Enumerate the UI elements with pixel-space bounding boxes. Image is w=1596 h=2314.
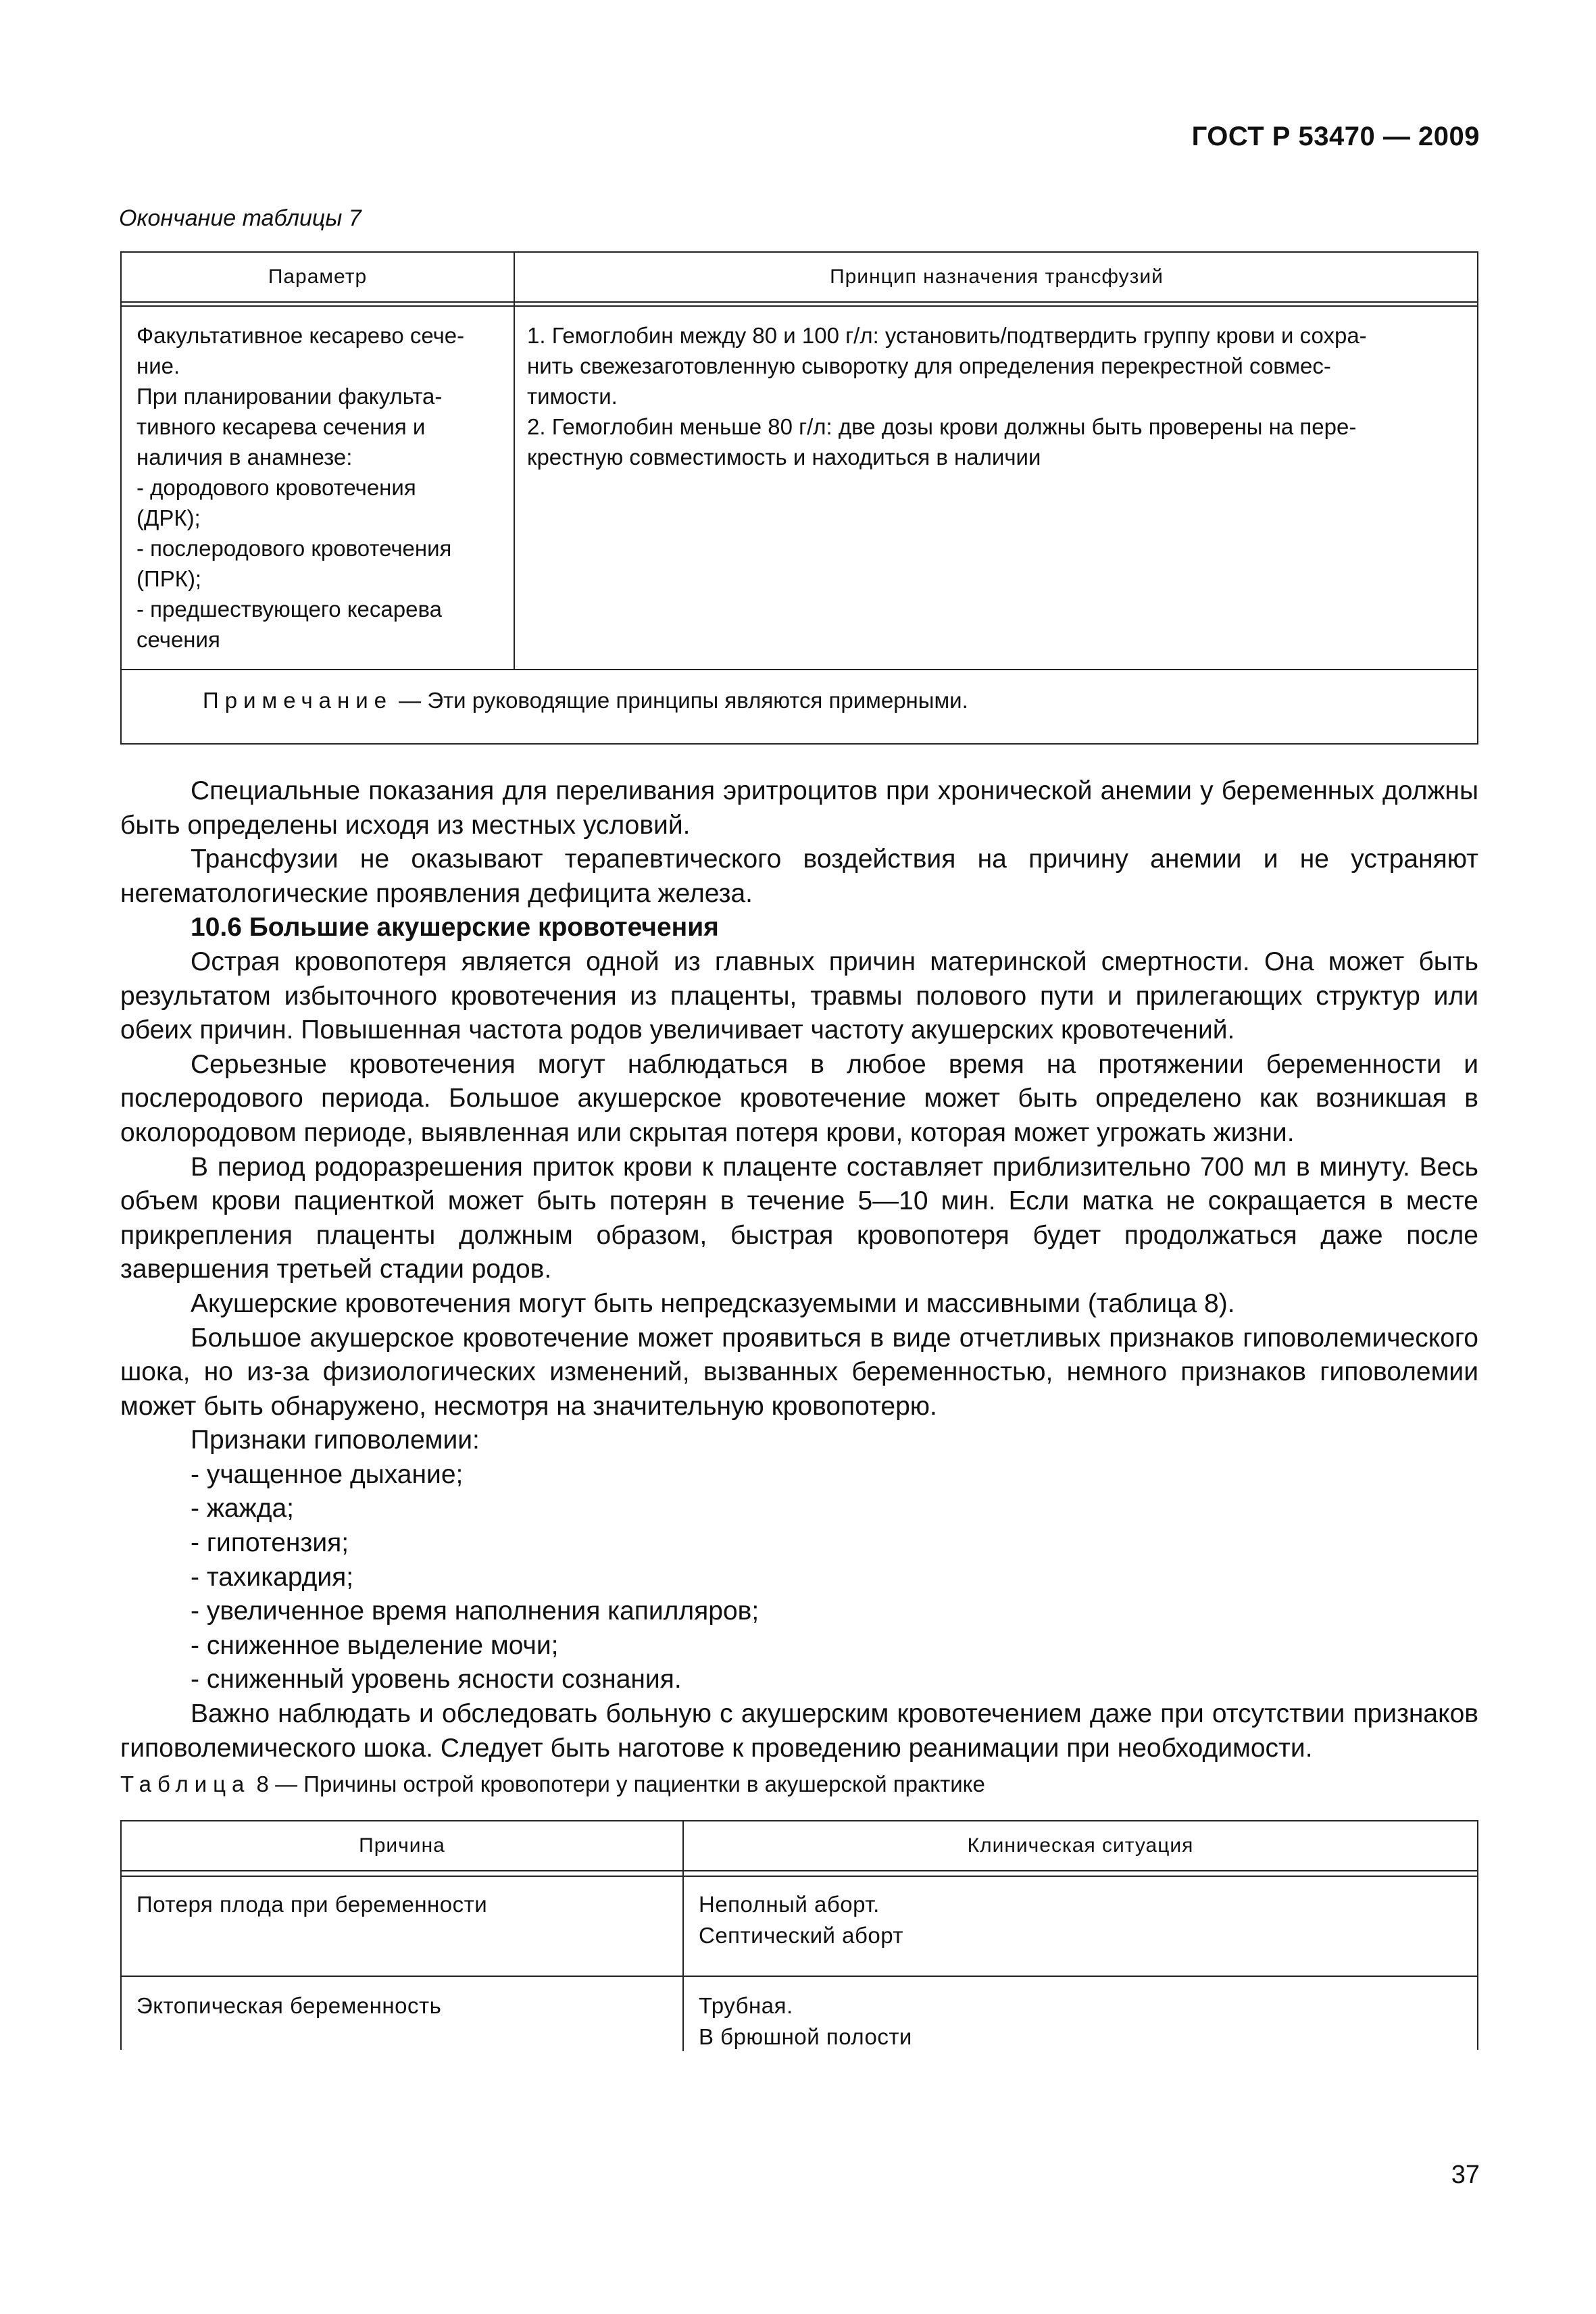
paragraph: Серьезные кровотечения могут наблюдаться в любое время на протяжении беременности и послеродового периода. Большое акушерское кровотечение может быть определено как возникшая в околородовом периоде, выявленная или скрытая потеря крови, которая может угрожать жизни. bbox=[120, 1049, 1478, 1147]
table7-parameter-line: (ДРК); bbox=[136, 505, 201, 530]
paragraph: Важно наблюдать и обследовать больную с акушерским кровотечением даже при отсутствии признаков гиповолемического шока. Следует быть наготове к проведению реанимации при необходимости. bbox=[120, 1699, 1478, 1763]
table8-row-divider bbox=[122, 1976, 1477, 1977]
page-number: 37 bbox=[1451, 2161, 1480, 2189]
table7-header-double-line bbox=[122, 305, 1477, 307]
body-text bbox=[120, 774, 1478, 1765]
table8-header-double-line bbox=[122, 1876, 1477, 1877]
table7-column-divider bbox=[514, 253, 515, 670]
paragraph: Острая кровопотеря является одной из главных причин материнской смертности. Она может быть результатом избыточного кровотечения из плаценты, травмы полового пути и прилегающих структур или обеих причин. Повышенная частота родов увеличивает частоту акушерских кровотечений. bbox=[120, 947, 1478, 1045]
table7-caption: Окончание таблицы 7 bbox=[119, 205, 361, 231]
table7-principle-line: 2. Гемоглобин меньше 80 г/л: две дозы крови должны быть проверены на пере- bbox=[527, 414, 1357, 439]
paragraph: Акушерские кровотечения могут быть непредсказуемыми и массивными (таблица 8). bbox=[191, 1288, 1235, 1318]
table8-cell-cause: Эктопическая беременность bbox=[136, 1993, 442, 2018]
list-item: - гипотензия; bbox=[191, 1528, 349, 1558]
table7-principle-line: тимости. bbox=[527, 384, 618, 409]
table7-header-principle: Принцип назначения трансфузий bbox=[830, 266, 1164, 288]
table7-cell-principle bbox=[527, 320, 1466, 472]
table8 bbox=[120, 1820, 1478, 2050]
table8-header-line bbox=[122, 1870, 1477, 1871]
table7-parameter-line: Факультативное кесарево сече- bbox=[136, 323, 465, 348]
table7-note bbox=[203, 685, 968, 715]
table8-cell-situation bbox=[699, 1990, 912, 2053]
table8-cell-cause: Потеря плода при беременности bbox=[136, 1892, 488, 1917]
list-item: - тахикардия; bbox=[191, 1562, 354, 1592]
table7-parameter-line: При планировании факульта- bbox=[136, 384, 443, 409]
table8-caption bbox=[120, 1771, 985, 1797]
table7-principle-line: крестную совместимость и находиться в наличии bbox=[527, 445, 1041, 470]
table7-header-parameter: Параметр bbox=[268, 266, 368, 288]
table8-cell-situation bbox=[699, 1889, 903, 1951]
paragraph: Трансфузии не оказывают терапевтического воздействия на причину анемии и не устраняют негематологические проявления дефицита железа. bbox=[120, 845, 1478, 908]
list-item: - жажда; bbox=[191, 1494, 294, 1524]
paragraph: Большое акушерское кровотечение может проявиться в виде отчетливых признаков гиповолемического шока, но из-за физиологических изменений, вызванных беременностью, немного признаков гиповолемии может быть обнаружено, несмотря на значительную кровопотерю. bbox=[120, 1323, 1478, 1421]
table8-situation-line: Неполный аборт. bbox=[699, 1892, 880, 1917]
table7 bbox=[120, 251, 1478, 745]
list-item: - сниженное выделение мочи; bbox=[191, 1630, 559, 1660]
table7-note-text: — Эти руководящие принципы являются примерными. bbox=[393, 688, 968, 713]
table7-note-divider bbox=[122, 669, 1477, 670]
table8-caption-label: Таблица bbox=[120, 1771, 251, 1796]
table8-caption-text: 8 — Причины острой кровопотери у пациентки в акушерской практике bbox=[250, 1771, 985, 1796]
table7-parameter-line: ние. bbox=[136, 353, 180, 378]
table8-header-situation: Клиническая ситуация bbox=[967, 1834, 1194, 1857]
table7-principle-line: нить свежезаготовленную сыворотку для определения перекрестной совмес- bbox=[527, 353, 1331, 378]
table7-note-label: Примечание bbox=[203, 688, 393, 713]
table7-principle-line: 1. Гемоглобин между 80 и 100 г/л: установить/подтвердить группу крови и сохра- bbox=[527, 323, 1367, 348]
paragraph: Признаки гиповолемии: bbox=[191, 1426, 480, 1455]
table8-header-cause: Причина bbox=[359, 1834, 445, 1857]
list-item: - сниженный уровень ясности сознания. bbox=[191, 1665, 682, 1694]
table8-situation-line: Трубная. bbox=[699, 1993, 793, 2018]
table7-parameter-line: сечения bbox=[136, 627, 220, 652]
section-heading: 10.6 Большие акушерские кровотечения bbox=[191, 913, 719, 942]
document-id-header: ГОСТ Р 53470 — 2009 bbox=[1191, 122, 1480, 151]
table8-situation-line: Септический аборт bbox=[699, 1923, 903, 1948]
table8-situation-line: В брюшной полости bbox=[699, 2024, 912, 2049]
paragraph: Специальные показания для переливания эритроцитов при хронической анемии у беременных должны быть определены исходя из местных условий. bbox=[120, 776, 1478, 840]
table7-parameter-line: - послеродового кровотечения bbox=[136, 536, 452, 561]
table7-parameter-line: (ПРК); bbox=[136, 566, 202, 591]
table7-parameter-line: - предшествующего кесарева bbox=[136, 597, 442, 622]
list-item: - увеличенное время наполнения капилляров; bbox=[191, 1596, 759, 1626]
table7-parameter-line: - дородового кровотечения bbox=[136, 475, 416, 500]
list-item: - учащенное дыхание; bbox=[191, 1459, 464, 1489]
table7-parameter-line: наличия в анамнезе: bbox=[136, 445, 353, 470]
paragraph: В период родоразрешения приток крови к плаценте составляет приблизительно 700 мл в минуту. Весь объем крови пациенткой может быть потерян в течение 5—10 мин. Если матка не сокращается в месте прикрепления плаценты должным образом, быстрая кровопотеря будет продолжаться даже после завершения третьей стадии родов. bbox=[120, 1152, 1478, 1284]
table7-cell-parameter bbox=[136, 320, 496, 655]
table7-parameter-line: тивного кесарева сечения и bbox=[136, 414, 426, 439]
